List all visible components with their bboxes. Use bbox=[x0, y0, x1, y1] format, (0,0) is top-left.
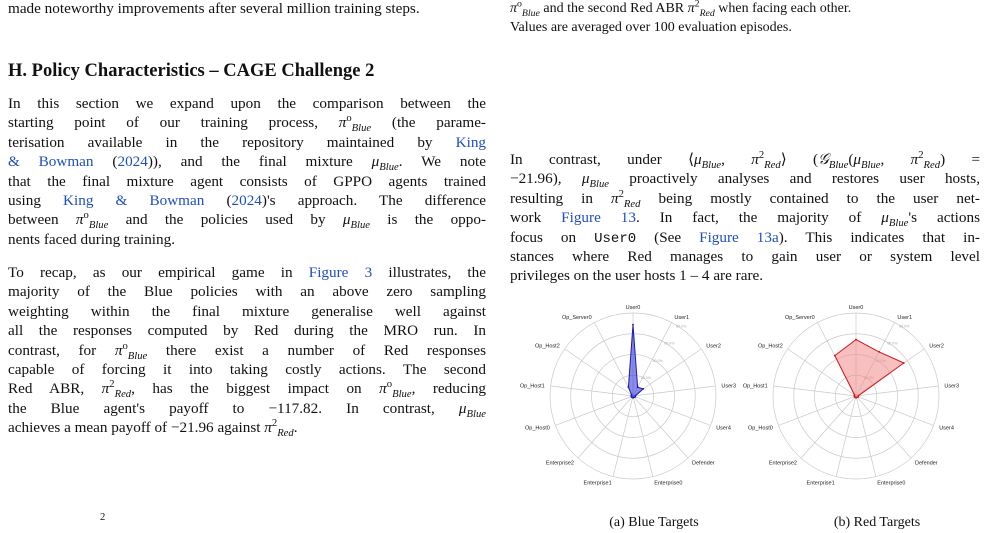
p2-line-8: the Blue agent's payoff to −117.82. In contrast, $\mu_{Blue}$ bbox=[8, 399, 486, 420]
p2-line-6: capable of forcing it into taking costly actions. The second bbox=[8, 360, 486, 378]
axis-label: Op_Server0 bbox=[784, 315, 815, 322]
citation-link[interactable]: King & Bowman bbox=[63, 191, 205, 209]
axis-label: User3 bbox=[944, 383, 960, 390]
data-point bbox=[854, 394, 856, 396]
p2-line-4: all the responses computed by Red during the MRO run. In bbox=[8, 322, 486, 340]
data-point bbox=[632, 324, 634, 326]
axis-spoke bbox=[778, 396, 856, 425]
axis-label: Op_Host0 bbox=[748, 425, 773, 432]
p2-line-1: To recap, as our empirical game in Figure 3 illustrates, the bbox=[8, 264, 486, 281]
series-area bbox=[628, 325, 643, 398]
axis-label: User2 bbox=[929, 343, 944, 350]
citation-link[interactable]: & Bowman bbox=[8, 153, 94, 171]
ring-label: 40.0% bbox=[652, 358, 663, 363]
p1-line-3: terisation available in the repository maintained by King bbox=[8, 133, 486, 151]
axis-label: User4 bbox=[939, 425, 954, 432]
p1-line-7: between $\pi^o_{Blue}$ and the policies used by $\mu_{Blue}$ is the oppo- bbox=[8, 210, 487, 232]
axis-spoke bbox=[555, 396, 633, 425]
axis-label: Enterprise1 bbox=[806, 480, 835, 487]
ring-label: 80.0% bbox=[676, 324, 687, 329]
paragraph-cut bbox=[8, 512, 486, 531]
ring-label: 80.0% bbox=[899, 324, 910, 329]
axis-spoke bbox=[594, 323, 633, 396]
citation-link[interactable]: 2024 bbox=[231, 191, 262, 209]
p3-line-6: stances where Red manages to gain user or system level bbox=[510, 247, 980, 265]
p3-line-5: focus on User0 (See Figure 13a). This indicates that in- bbox=[510, 228, 980, 247]
axis-spoke bbox=[633, 396, 711, 425]
axis-label: User0 bbox=[848, 305, 864, 311]
data-point bbox=[642, 388, 644, 390]
ring-label: 60.0% bbox=[664, 341, 675, 346]
top-line: made noteworthy improvements after several million training steps. bbox=[8, 0, 420, 17]
axis-label: Op_Host1 bbox=[742, 383, 768, 390]
section-title: H. Policy Characteristics – CAGE Challenge 2 bbox=[8, 61, 375, 81]
data-point bbox=[834, 355, 836, 357]
axis-label: User3 bbox=[721, 383, 737, 390]
paragraph-2 bbox=[8, 263, 486, 438]
axis-label: Op_Host2 bbox=[534, 343, 560, 350]
ring-label: 20.0% bbox=[640, 375, 651, 380]
paragraph-1 bbox=[8, 94, 486, 249]
axis-spoke bbox=[633, 396, 688, 458]
p1-line-1: In this section we expand upon the comparison between the bbox=[8, 95, 486, 112]
caption-line-2: Values are averaged over 100 evaluation episodes. bbox=[510, 20, 792, 36]
axis-label: User0 bbox=[625, 305, 641, 311]
p3-line-4: work Figure 13. In fact, the majority of $\mu_{Blue}'s$ actions bbox=[510, 209, 980, 230]
axis-label: User4 bbox=[716, 425, 731, 432]
p2-line-2: majority of the Blue policies with an above zero sampling bbox=[8, 283, 486, 301]
axis-label: Op_Host2 bbox=[757, 343, 783, 350]
axis-spoke bbox=[801, 396, 856, 458]
caption-line-1: $\pi^o_{Blue}$ and the second Red ABR $\pi^2_{Red}$ when facing each other. bbox=[510, 0, 852, 19]
table-caption bbox=[510, 0, 980, 39]
axis-label: Enterprise0 bbox=[877, 480, 906, 487]
data-point bbox=[855, 339, 857, 341]
axis-label: Defender bbox=[915, 460, 938, 467]
data-point bbox=[878, 351, 880, 353]
figure-link[interactable]: Figure 13 bbox=[561, 209, 636, 227]
p2-line-3: weighting within the final mixture generalise well against bbox=[8, 302, 486, 320]
cut-line: 2 bbox=[100, 511, 106, 523]
axis-label: Enterprise2 bbox=[545, 460, 574, 467]
data-point bbox=[637, 386, 639, 388]
radar-chart-red bbox=[743, 305, 959, 486]
citation-link[interactable]: King bbox=[455, 133, 486, 151]
axis-label: User2 bbox=[706, 343, 721, 350]
axis-label: User1 bbox=[674, 315, 690, 322]
p1-line-8: nents faced during training. bbox=[8, 230, 176, 248]
p1-line-2: starting point of our training process, $\pi^o_{Blue}$ (the parame- bbox=[8, 113, 486, 135]
paragraph-3 bbox=[510, 150, 980, 286]
axis-spoke bbox=[856, 396, 934, 425]
axis-label: User1 bbox=[897, 315, 913, 322]
axis-label: Op_Host0 bbox=[525, 425, 550, 432]
axis-spoke bbox=[856, 396, 911, 458]
p3-line-7: privileges on the user hosts 1 – 4 are rare. bbox=[510, 267, 764, 285]
data-point bbox=[627, 386, 629, 388]
p1-line-6: using King & Bowman (2024)'s approach. The difference bbox=[8, 191, 487, 209]
axis-spoke bbox=[578, 396, 633, 458]
p3-line-3: resulting in $\pi^2_{Red}$ being mostly contained to the user net- bbox=[510, 188, 980, 210]
radar-chart-blue bbox=[520, 305, 736, 486]
p1-line-4: & Bowman (2024)), and the final mixture $\mu_{Blue}$. We note bbox=[8, 153, 487, 174]
axis-label: Enterprise1 bbox=[583, 480, 612, 487]
data-point bbox=[903, 362, 905, 364]
axis-label: Enterprise2 bbox=[768, 460, 797, 467]
p3-line-1: In contrast, under $⟨\mu_{Blue}$, $\pi^2_{Red}⟩$ ($𝒢_{Blue}(\mu_{Blue}$, $\pi^2_{Red}$) = bbox=[510, 149, 981, 172]
axis-label: Defender bbox=[692, 460, 715, 467]
figure-link[interactable]: Figure 13a bbox=[699, 228, 779, 246]
ring-label: 60.0% bbox=[887, 341, 898, 346]
axis-label: Enterprise0 bbox=[654, 480, 683, 487]
caption-a: (a) Blue Targets bbox=[609, 515, 699, 530]
radar-figure bbox=[520, 296, 980, 496]
p1-line-5: that the final mixture agent consists of GPPO agents trained bbox=[8, 172, 486, 190]
figure-link[interactable]: Figure 3 bbox=[308, 264, 373, 281]
p3-line-2: −21.96), $\mu_{Blue}$ proactively analyses and restores user hosts, bbox=[510, 170, 980, 191]
p2-line-7: Red ABR, $\pi^2_{Red}$, has the biggest impact on $\pi^o_{Blue}$, reducing bbox=[8, 379, 487, 401]
axis-label: Op_Server0 bbox=[561, 315, 592, 322]
p2-line-5: contrast, for $\pi^o_{Blue}$ there exist a number of Red responses bbox=[8, 340, 486, 362]
citation-link[interactable]: 2024 bbox=[117, 153, 148, 171]
p2-line-9: achieves a mean payoff of −21.96 against $\pi^2_{Red}$. bbox=[8, 418, 298, 440]
axis-label: Op_Host1 bbox=[520, 383, 545, 390]
data-point bbox=[631, 394, 633, 396]
caption-b: (b) Red Targets bbox=[833, 515, 921, 530]
